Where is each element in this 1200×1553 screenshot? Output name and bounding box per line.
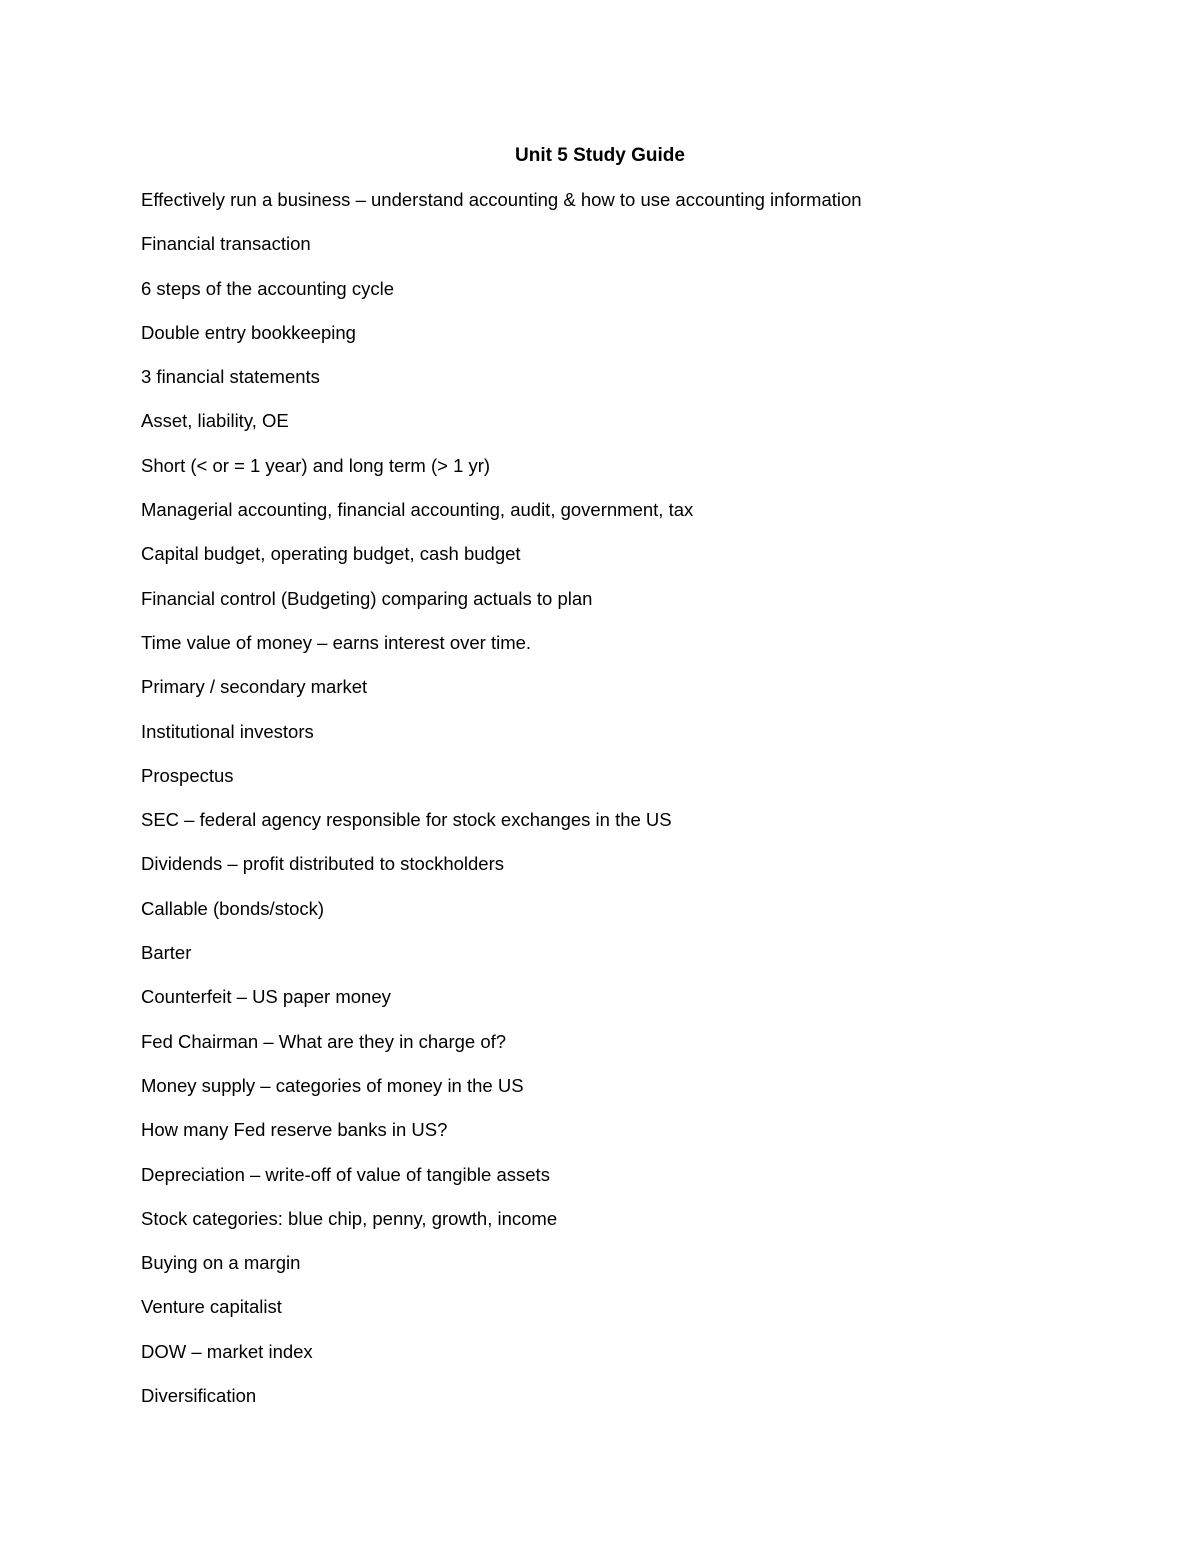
- study-item: Dividends – profit distributed to stockholders: [141, 853, 504, 875]
- study-item: Financial control (Budgeting) comparing actuals to plan: [141, 587, 593, 609]
- study-item: SEC – federal agency responsible for stock exchanges in the US: [141, 809, 672, 831]
- study-guide-list: [141, 186, 1141, 1426]
- study-item: Money supply – categories of money in the US: [141, 1074, 524, 1096]
- study-item: How many Fed reserve banks in US?: [141, 1119, 448, 1141]
- study-item: Time value of money – earns interest over time.: [141, 631, 532, 653]
- study-item: Counterfeit – US paper money: [141, 986, 391, 1008]
- study-item: Buying on a margin: [141, 1252, 301, 1274]
- study-item: Double entry bookkeeping: [141, 321, 356, 343]
- document-title: Unit 5 Study Guide: [515, 145, 685, 166]
- study-item: Asset, liability, OE: [141, 410, 289, 432]
- study-item: Depreciation – write-off of value of tangible assets: [141, 1163, 550, 1185]
- study-item: Callable (bonds/stock): [141, 897, 325, 919]
- study-item: Fed Chairman – What are they in charge of?: [141, 1030, 507, 1052]
- study-item: Capital budget, operating budget, cash budget: [141, 543, 521, 565]
- study-item: 6 steps of the accounting cycle: [141, 277, 394, 299]
- study-item: Short (< or = 1 year) and long term (> 1 yr): [141, 454, 491, 476]
- study-item: 3 financial statements: [141, 366, 320, 388]
- study-item: DOW – market index: [141, 1340, 313, 1362]
- study-item: Diversification: [141, 1385, 257, 1407]
- study-item: Primary / secondary market: [141, 676, 368, 698]
- study-item: Prospectus: [141, 764, 234, 786]
- study-item: Venture capitalist: [141, 1296, 282, 1318]
- study-item: Stock categories: blue chip, penny, growth, income: [141, 1207, 558, 1229]
- study-item: Effectively run a business – understand accounting & how to use accounting information: [141, 189, 862, 210]
- study-item: Managerial accounting, financial accounting, audit, government, tax: [141, 499, 694, 521]
- study-item: Barter: [141, 942, 192, 964]
- study-item: Financial transaction: [141, 233, 311, 255]
- study-item: Institutional investors: [141, 720, 314, 742]
